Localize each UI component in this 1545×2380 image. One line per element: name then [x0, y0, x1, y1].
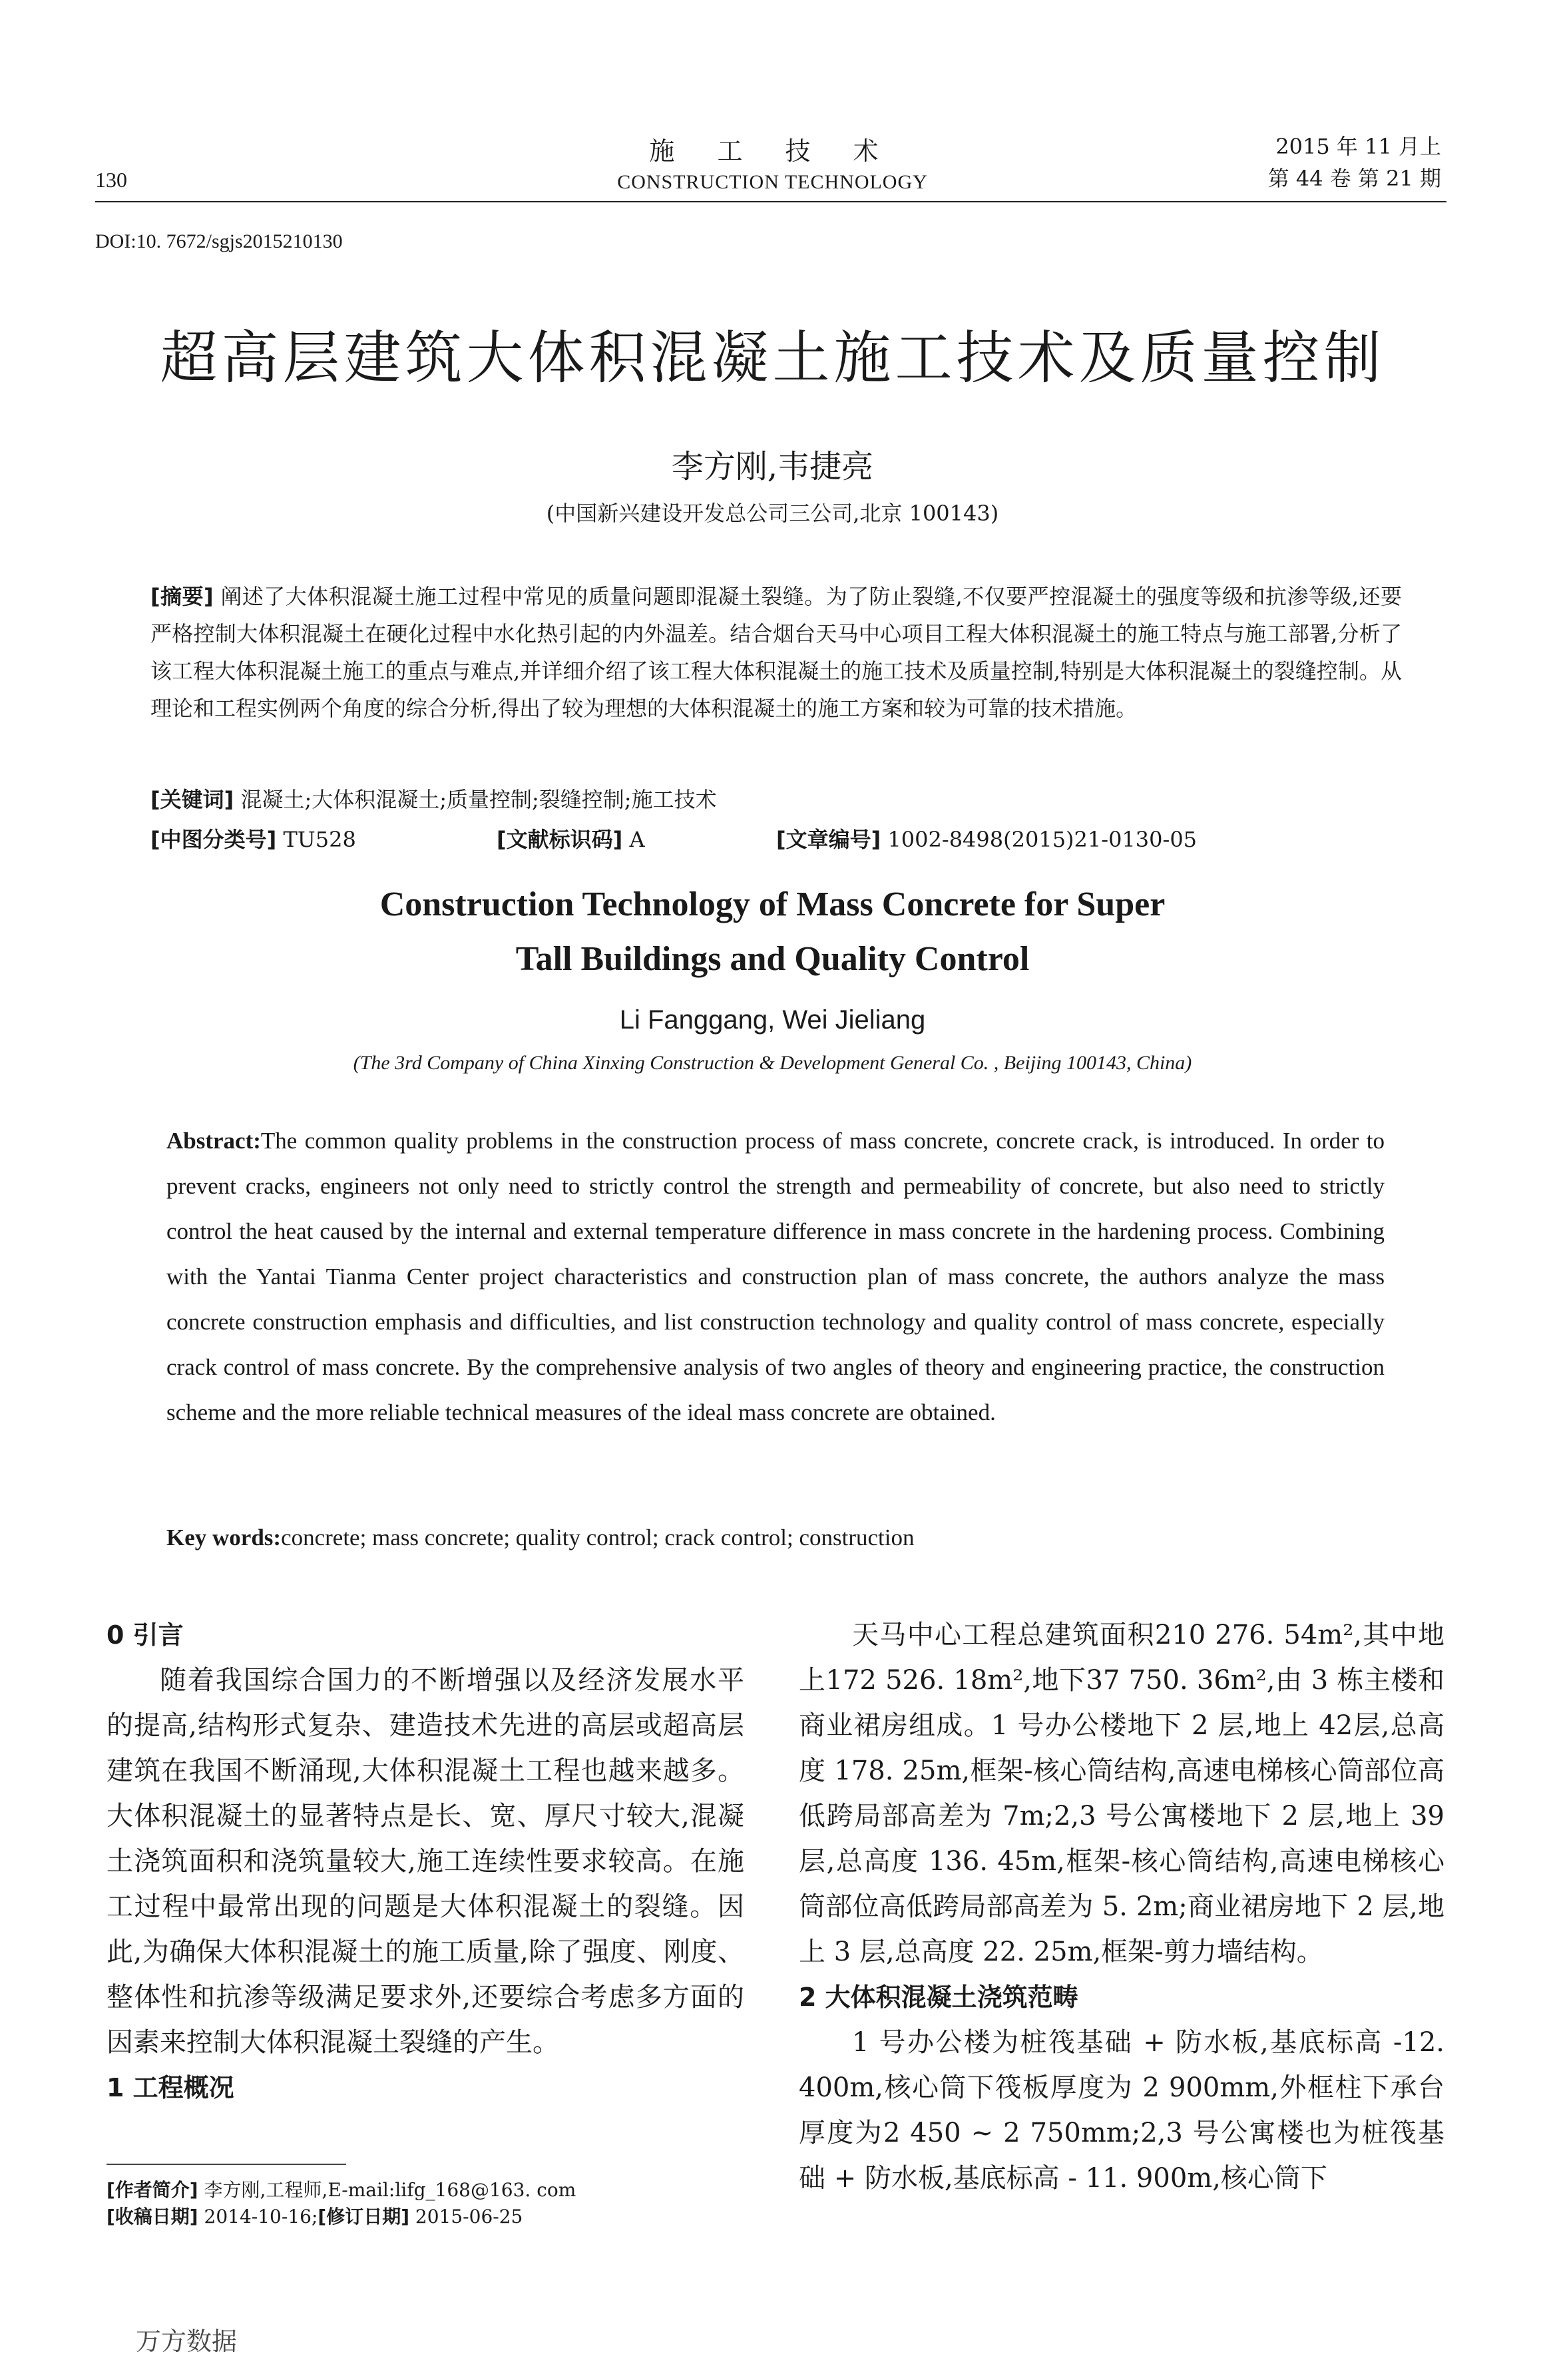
page-number: 130 [95, 168, 127, 192]
header-rule [95, 201, 1446, 202]
footnotes [107, 2177, 576, 2230]
watermark: 万方数据 [136, 2327, 238, 2356]
title-cn: 超高层建筑大体积混凝土施工技术及质量控制 [160, 325, 1385, 391]
abstract-cn-text: 阐述了大体积混凝土施工过程中常见的质量问题即混凝土裂缝。为了防止裂缝,不仅要严控混凝土的强度等级和抗渗等级,还要严格控制大体积混凝土在硬化过程中水化热引起的内外温差。结合烟台天马中心项目工程大体积混凝土的施工特点与施工部署,分析了该工程大体积混凝土施工的重点与难点,并详细介绍了该工程大体积混凝土的施工技术及质量控制,特别是大体积混凝土的裂缝控制。从理论和工程实例两个角度的综合分析,得出了较为理想的大体积混凝土的施工方案和较为可靠的技术措施。 [150, 584, 1402, 721]
clc-label: [中图分类号] [150, 827, 277, 852]
article-number-label: [文章编号] [776, 827, 881, 852]
volume-issue: 第 44 卷 第 21 期 [1267, 166, 1441, 191]
section-0-paragraph: 随着我国综合国力的不断增强以及经济发展水平的提高,结构形式复杂、建造技术先进的高层或超高层建筑在我国不断涌现,大体积混凝土工程也越来越多。大体积混凝土的显著特点是长、宽、厚尺寸较大,混凝土浇筑面积和浇筑量较大,施工连续性要求较高。在施工过程中最常出现的问题是大体积混凝土的裂缝。因此,为确保大体积混凝土的施工质量,除了强度、刚度、整体性和抗渗等级满足要求外,还要综合考虑多方面的因素来控制大体积混凝土裂缝的产生。 [107, 1665, 744, 2058]
body-right-column [799, 1612, 1444, 2201]
author-note-label: [作者简介] [107, 2179, 198, 2201]
clc-value: TU528 [283, 827, 356, 852]
journal-name-en: CONSTRUCTION TECHNOLOGY [617, 171, 928, 193]
doi: DOI:10. 7672/sgjs2015210130 [95, 230, 343, 252]
affiliation-en: (The 3rd Company of China Xinxing Construction & Development General Co. , Beijing 100143, China) [353, 1052, 1192, 1074]
received-label: [收稿日期] [107, 2206, 198, 2228]
abstract-en-text: The common quality problems in the construction process of mass concrete, concrete crack, is introduced. In order to prevent cracks, engineers not only need to strictly control the strength and permeability of concrete, but also need to strictly control the heat caused by the internal and external temperature difference in mass concrete in the hardening process. Combining with the Yantai Tianma Center project characteristics and construction plan of mass concrete, the authors analyze the mass concrete construction emphasis and difficulties, and list construction technology and quality control of mass concrete, especially crack control of mass concrete. By the comprehensive analysis of two angles of theory and engineering practice, the construction scheme and the more reliable technical measures of the ideal mass concrete are obtained. [166, 1128, 1385, 1425]
article-number [776, 823, 1197, 853]
title-en-line2: Tall Buildings and Quality Control [515, 940, 1030, 978]
footnote-rule [107, 2164, 346, 2165]
title-en-line1: Construction Technology of Mass Concrete for Super [379, 885, 1166, 923]
keywords-cn [150, 783, 1402, 814]
section-2-heading: 2 大体积混凝土浇筑范畴 [799, 1983, 1078, 2012]
doc-code [497, 823, 645, 853]
title-en [0, 877, 1545, 987]
section-1-heading: 1 工程概况 [107, 2073, 234, 2102]
right-paragraph-2: 1 号办公楼为桩筏基础 + 防水板,基底标高 -12. 400m,核心筒下筏板厚度为 2 900mm,外框柱下承台厚度为2 450 ~ 2 750mm;2,3 号公寓楼也为桩筏基础 + 防水板,基底标高 - 11. 900m,核心筒下 [799, 2027, 1444, 2194]
keywords-en-label: Key words: [166, 1525, 282, 1550]
abstract-cn [150, 578, 1402, 727]
abstract-cn-label: [摘要] [150, 584, 214, 609]
journal-name-cn: 施 工 技 术 [649, 136, 896, 166]
clc-number [150, 827, 356, 852]
keywords-en [166, 1525, 1385, 1551]
dates-note [107, 2204, 576, 2230]
abstract-en [166, 1118, 1385, 1435]
author-note [107, 2177, 576, 2204]
revised-label: [修订日期] [318, 2206, 409, 2228]
keywords-cn-text: 混凝土;大体积混凝土;质量控制;裂缝控制;施工技术 [240, 787, 717, 812]
author-note-text: 李方刚,工程师,E-mail:lifg_168@163. com [204, 2179, 576, 2201]
affiliation-cn: (中国新兴建设开发总公司三公司,北京 100143) [546, 501, 999, 526]
revised-date: 2015-06-25 [415, 2206, 523, 2228]
keywords-en-text: concrete; mass concrete; quality control; crack control; construction [281, 1525, 915, 1550]
classification-row [150, 823, 1402, 853]
right-paragraph-1: 天马中心工程总建筑面积210 276. 54m²,其中地上172 526. 18m²,地下37 750. 36m²,由 3 栋主楼和商业裙房组成。1 号办公楼地下 2 层,地上 42层,总高度 178. 25m,框架-核心筒结构,高速电梯核心筒部位高低跨局部高差为 7m;2,3 号公寓楼地下 2 层,地上 39 层,总高度 136. 45m,框架-核心筒结构,高速电梯核心筒部位高低跨局部高差为 5. 2m;商业裙房地下 2 层,地上 3 层,总高度 22. 25m,框架-剪力墙结构。 [799, 1620, 1444, 1967]
authors-en: Li Fanggang, Wei Jieliang [619, 1005, 926, 1035]
doc-code-label: [文献标识码] [497, 827, 623, 852]
keywords-cn-label: [关键词] [150, 787, 234, 812]
received-date: 2014-10-16; [204, 2206, 318, 2228]
article-number-value: 1002-8498(2015)21-0130-05 [887, 827, 1198, 852]
doc-code-value: A [629, 827, 645, 852]
issue-info [1268, 130, 1441, 194]
issue-date: 2015 年 11 月上 [1275, 134, 1441, 159]
abstract-en-label: Abstract: [166, 1128, 261, 1154]
body-left-column [107, 1612, 744, 2110]
authors-cn: 李方刚,韦捷亮 [671, 448, 874, 485]
section-0-heading: 0 引言 [107, 1620, 184, 1650]
